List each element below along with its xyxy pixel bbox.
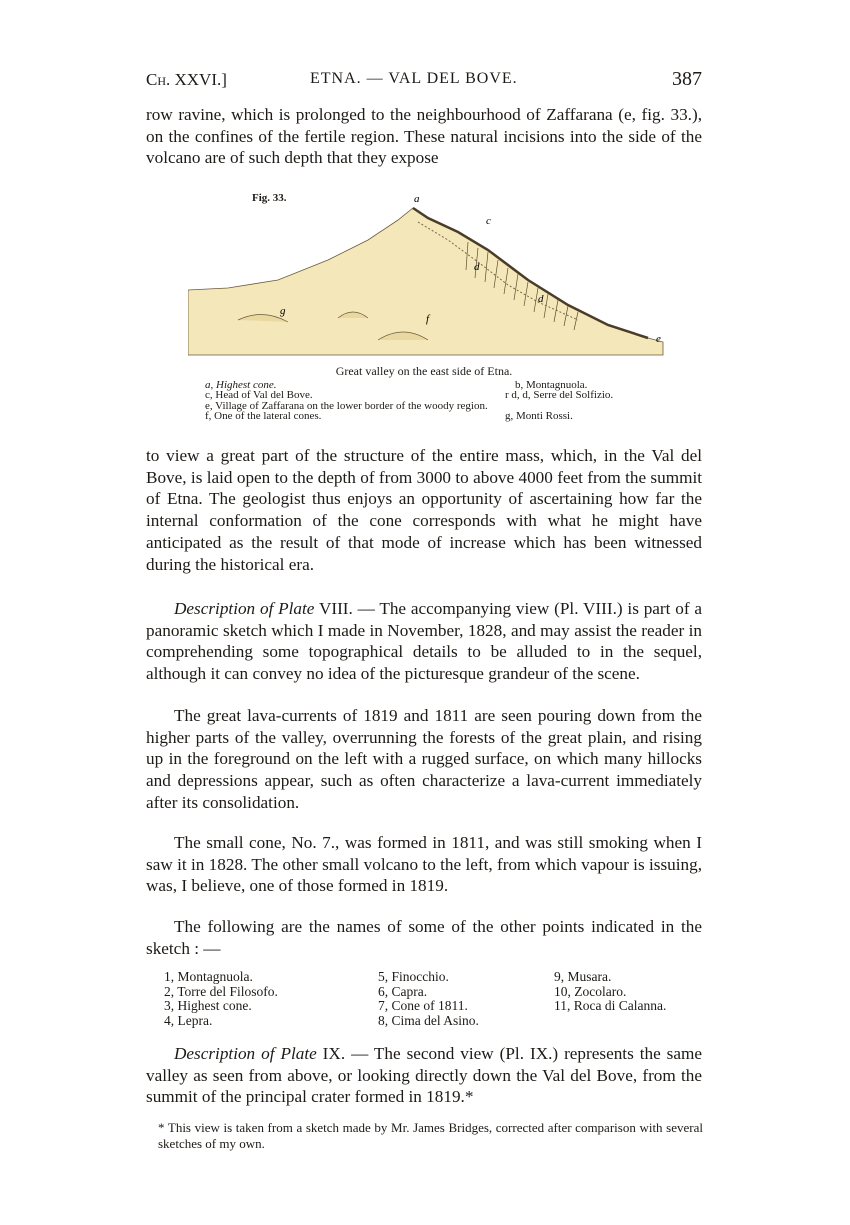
point-item: 2, Torre del Filosofo. <box>164 983 278 999</box>
fig-letter-f: f <box>426 313 430 325</box>
point-item: 9, Musara. <box>554 969 612 984</box>
points-list <box>164 970 704 1036</box>
fig-letter-c: c <box>486 215 491 227</box>
fig-letter-g: g <box>280 305 286 317</box>
points-column-3 <box>554 970 666 1014</box>
legend-c: c, Head of Val del Bove. <box>205 389 313 401</box>
point-item: 10, Zocolaro. <box>554 983 627 999</box>
legend-g: g, Monti Rossi. <box>505 410 573 422</box>
point-item: 4, Lepra. <box>164 1012 213 1028</box>
paragraph-plate-ix <box>146 1043 702 1108</box>
plate-viii-text: VIII. — The accompanying view (Pl. VIII.) is part of a panoramic sketch which I made in November, 1828, and may assist the reader in comprehending some topographical details to be alluded to in the sequel, although it can convey no idea of the picturesque grandeur of the scene. <box>146 599 703 684</box>
point-item: 7, Cone of 1811. <box>378 998 468 1013</box>
fig-letter-a: a <box>414 193 420 205</box>
paragraph-continued: row ravine, which is prolonged to the neighbourhood of Zaffarana (e, fig. 33.), on the confines of the fertile region. These natural incisions into the side of the volcano are of such depth that they expose <box>146 105 702 168</box>
point-item: 1, Montagnuola. <box>164 969 253 984</box>
page-number: 387 <box>672 68 702 90</box>
figure-33 <box>188 190 668 360</box>
running-title: ETNA. — VAL DEL BOVE. <box>310 70 518 87</box>
point-item: 5, Finocchio. <box>378 969 449 984</box>
paragraph-lava-currents: The great lava-currents of 1819 and 1811 are seen pouring down from the higher parts of the valley, overrunning the forests of the great plain, and rising up in the foreground on the left with a rugged surface, on which many hillocks and depressions appear, such as often characterize a lava-current immediately after its consolidation. <box>146 706 702 812</box>
figure-legend <box>205 380 655 428</box>
point-item: 6, Capra. <box>378 983 428 999</box>
points-column-1 <box>164 970 278 1028</box>
legend-f: f, One of the lateral cones. <box>205 410 322 422</box>
paragraph-points-intro: The following are the names of some of the other points indicated in the sketch : — <box>146 917 702 958</box>
fig-letter-d-lower: d <box>538 293 544 305</box>
legend-a: a, Highest cone. <box>205 379 277 391</box>
plate-ix-lead: Description of Plate <box>174 1044 317 1063</box>
legend-d: r d, d, Serre del Solfizio. <box>505 389 614 401</box>
paragraph-small-cone: The small cone, No. 7., was formed in 1811, and was still smoking when I saw it in 1828. The other small volcano to the left, from which vapour is issuing, was, I believe, one of those formed in 1819. <box>146 833 702 896</box>
fig-letter-d-upper: d <box>474 261 480 273</box>
chapter-label: Ch. XXVI.] <box>146 70 227 89</box>
legend-e: e, Village of Zaffarana on the lower border of the woody region. <box>205 400 488 412</box>
footnote: * This view is taken from a sketch made by Mr. James Bridges, corrected after comparison with several sketches of my own. <box>158 1120 703 1151</box>
figure-label: Fig. 33. <box>252 192 287 204</box>
running-head <box>146 70 702 94</box>
fig-letter-e: e <box>656 333 661 345</box>
etna-valley-illustration <box>188 190 668 360</box>
point-item: 8, Cima del Asino. <box>378 1012 479 1028</box>
figure-caption: Great valley on the east side of Etna. <box>335 364 513 378</box>
paragraph-plate-viii <box>146 598 702 685</box>
point-item: 11, Roca di Calanna. <box>554 998 667 1013</box>
points-column-2 <box>378 970 479 1028</box>
point-item: 3, Highest cone. <box>164 998 252 1013</box>
plate-ix-text: IX. — The second view (Pl. IX.) represents the same valley as seen from above, or looking directly down the Val del Bove, from the summit of the principal crater formed in 1819.* <box>146 1044 702 1107</box>
paragraph-structure: to view a great part of the structure of the entire mass, which, in the Val del Bove, is laid open to the depth of from 3000 to above 4000 feet from the summit of Etna. The geologist thus enjoys an opportunity of ascertaining how far the internal conformation of the cone corresponds with what he might have anticipated as the result of that mode of increase which has been witnessed during the historical era. <box>146 446 702 574</box>
plate-viii-lead: Description of Plate <box>174 599 315 618</box>
legend-b: b, Montagnuola. <box>515 379 588 391</box>
